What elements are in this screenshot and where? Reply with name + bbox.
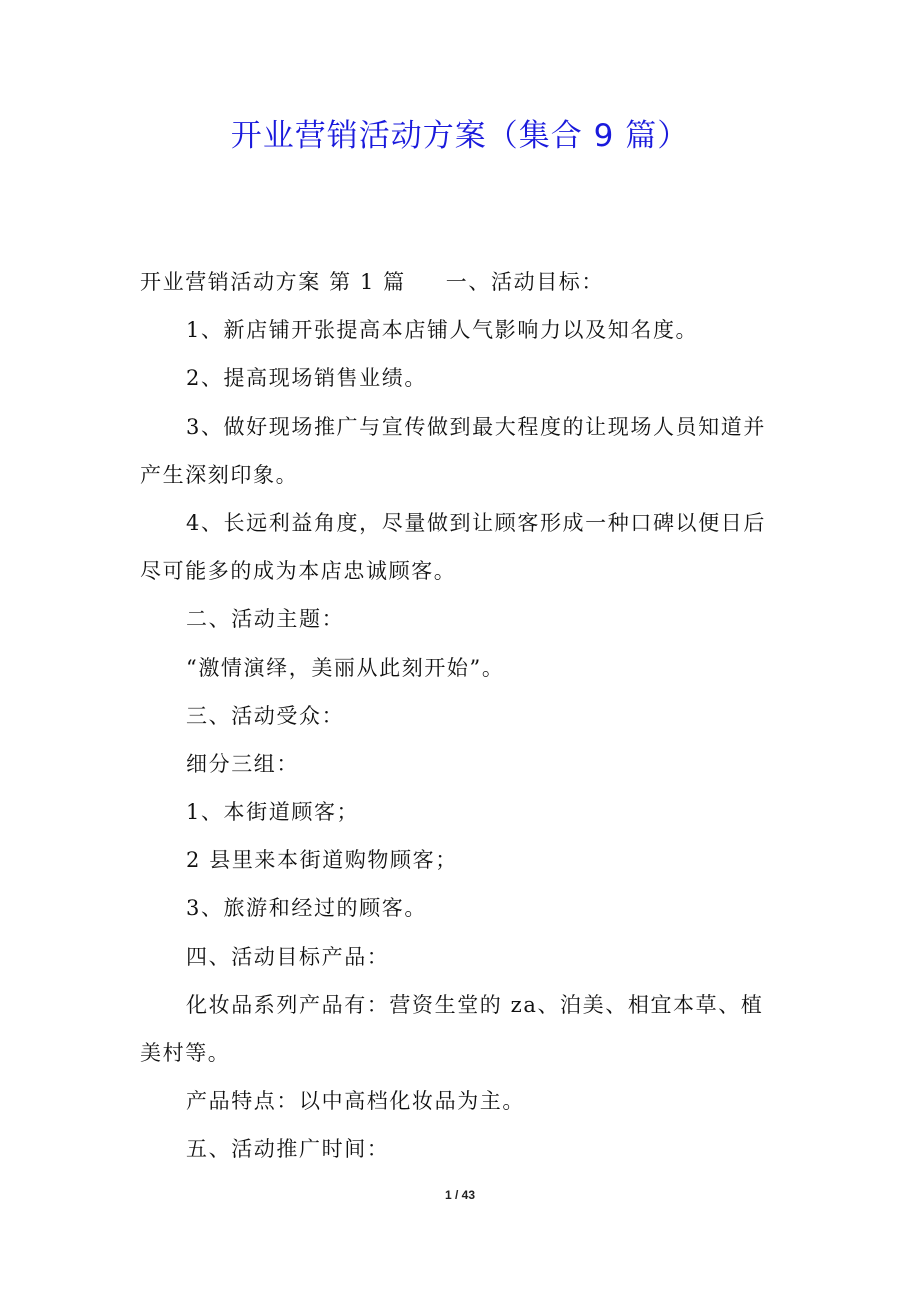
section-heading: 四、活动目标产品：	[186, 944, 390, 969]
paragraph-line: “激情演绎，美丽从此刻开始”。	[186, 655, 505, 680]
paragraph-line: 2、提高现场销售业绩。	[186, 366, 427, 391]
section-heading: 二、活动主题：	[186, 607, 345, 632]
section-heading: 一、活动目标：	[445, 270, 604, 294]
paragraph-line: 3、做好现场推广与宣传做到最大程度的让现场人员知道并	[186, 414, 766, 439]
paragraph-line: 产品特点：以中高档化妆品为主。	[186, 1089, 525, 1114]
paragraph-line: 细分三组：	[186, 751, 299, 776]
document-body	[140, 258, 780, 1174]
paragraph-line: 4、长远利益角度，尽量做到让顾客形成一种口碑以便日后	[186, 510, 766, 535]
paragraph-line: 1、新店铺开张提高本店铺人气影响力以及知名度。	[186, 318, 699, 343]
paragraph-line: 化妆品系列产品有：营资生堂的 za、泊美、相宜本草、植	[186, 992, 764, 1017]
list-item: 2 县里来本街道购物顾客；	[186, 848, 458, 873]
list-item: 1、本街道顾客；	[186, 800, 360, 825]
paragraph-line: 美村等。	[140, 1041, 231, 1065]
article-header-line	[140, 258, 780, 306]
page-number: 1 / 43	[444, 1188, 476, 1202]
section-heading: 五、活动推广时间：	[186, 1137, 390, 1162]
article-label: 开业营销活动方案 第 1 篇	[140, 270, 406, 294]
page-title: 开业营销活动方案（集合 9 篇）	[230, 118, 690, 154]
paragraph-line: 尽可能多的成为本店忠诚顾客。	[140, 559, 457, 584]
paragraph-line: 产生深刻印象。	[140, 462, 299, 487]
section-heading: 三、活动受众：	[186, 703, 345, 728]
list-item: 3、旅游和经过的顾客。	[186, 896, 427, 921]
